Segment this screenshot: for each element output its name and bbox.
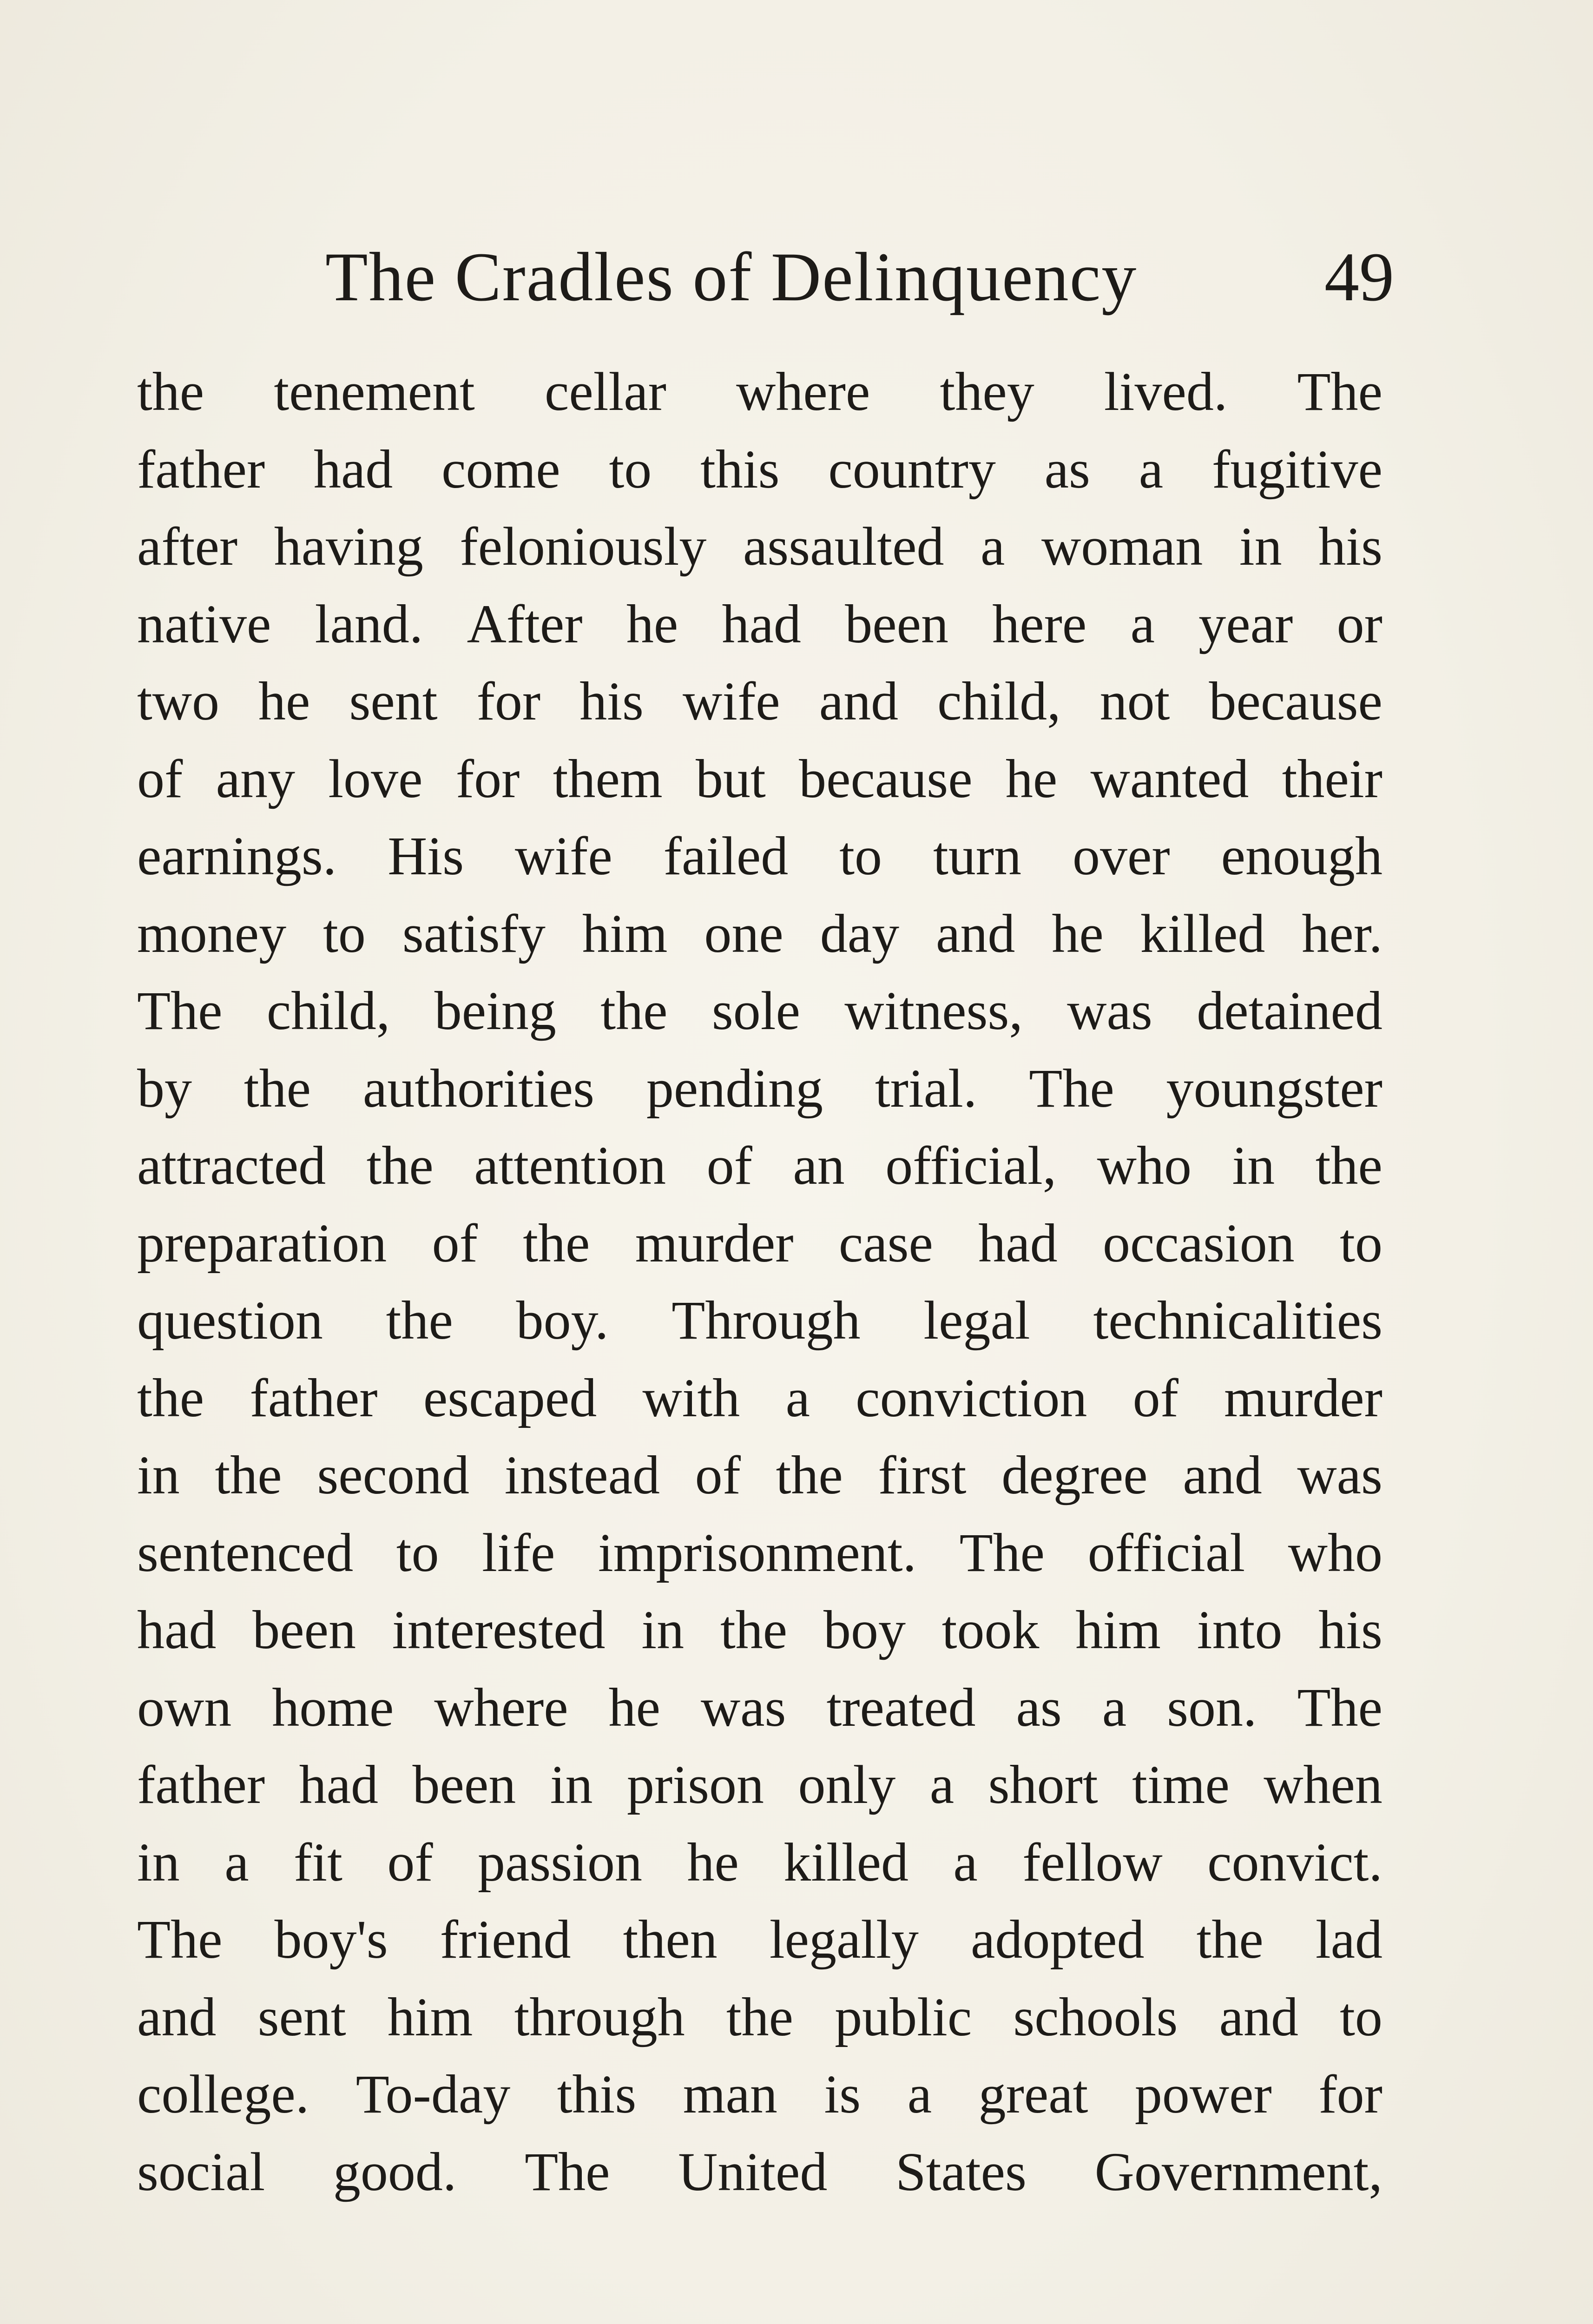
word: a [1102, 1677, 1127, 1738]
word: and [1219, 1986, 1298, 2047]
word: of [706, 1135, 752, 1196]
word: the [386, 1290, 453, 1351]
word: who [1288, 1522, 1382, 1583]
text-line [137, 1360, 1382, 1437]
word: country [828, 438, 996, 500]
word: father [137, 438, 265, 500]
word: and [1183, 1445, 1262, 1505]
word: a [929, 1754, 954, 1815]
word: official, [885, 1135, 1057, 1196]
word: technicalities [1093, 1290, 1382, 1351]
word: occasion [1102, 1212, 1295, 1274]
word: legally [769, 1909, 919, 1970]
word: because [799, 748, 973, 809]
word: was [1297, 1445, 1382, 1505]
word: good. [333, 2141, 457, 2202]
word: The [959, 1522, 1045, 1583]
word: the [776, 1445, 843, 1505]
word: land. [315, 593, 423, 654]
word: after [137, 516, 238, 577]
word: turn [933, 825, 1022, 886]
text-line [137, 2133, 1382, 2211]
word: and [819, 671, 899, 732]
word: sole [711, 980, 800, 1041]
text-line [137, 1127, 1382, 1205]
word: love [328, 748, 423, 809]
word: into [1197, 1599, 1283, 1660]
word: of [387, 1831, 433, 1893]
word: adopted [970, 1909, 1145, 1970]
word: had [299, 1754, 378, 1815]
text-line [137, 740, 1382, 818]
word: for [1318, 2064, 1382, 2125]
word: been [412, 1754, 516, 1815]
text-line [137, 1591, 1382, 1669]
text-line [137, 2056, 1382, 2133]
word: enough [1221, 825, 1382, 886]
word: a [1130, 593, 1155, 654]
word: killed [1140, 903, 1265, 964]
word: two [137, 671, 219, 732]
word: took [941, 1599, 1040, 1660]
text-line [137, 1205, 1382, 1282]
word: the [1315, 1135, 1382, 1196]
word: prison [626, 1754, 764, 1815]
word: not [1099, 671, 1170, 732]
word: States [895, 2141, 1027, 2202]
word: pending [646, 1057, 823, 1119]
word: as [1016, 1677, 1062, 1738]
word: been [252, 1599, 356, 1660]
word: sent [349, 671, 438, 732]
word: college. [137, 2064, 309, 2125]
word: a [785, 1367, 810, 1428]
word: he [1005, 748, 1058, 809]
word: question [137, 1290, 323, 1351]
text-line [137, 1437, 1382, 1514]
word: murder [1224, 1367, 1382, 1428]
word: had [137, 1599, 217, 1660]
word: him [387, 1986, 473, 2047]
word: a [981, 516, 1005, 577]
word: by [137, 1057, 192, 1119]
word: in [550, 1754, 593, 1815]
word: own [137, 1677, 232, 1738]
word: The [1297, 361, 1382, 422]
word: short [988, 1754, 1098, 1815]
word: who [1097, 1135, 1191, 1196]
word: The [137, 980, 223, 1041]
word: escaped [423, 1367, 597, 1428]
body-text [137, 353, 1382, 2211]
word: official [1087, 1522, 1245, 1583]
word: is [824, 2064, 861, 2125]
word: or [1336, 593, 1382, 654]
word: interested [392, 1599, 606, 1660]
word: father [137, 1754, 265, 1815]
word: he [626, 593, 678, 654]
word: had [722, 593, 801, 654]
word: a [907, 2064, 932, 2125]
word: he [687, 1831, 739, 1893]
word: his [1318, 516, 1382, 577]
word: to [396, 1522, 439, 1583]
word: child, [266, 980, 390, 1041]
word: authorities [362, 1057, 594, 1119]
word: assaulted [743, 516, 944, 577]
word: lived. [1104, 361, 1228, 422]
word: he [258, 671, 310, 732]
word: to [1340, 1212, 1382, 1274]
word: the [1196, 1909, 1264, 1970]
word: because [1209, 671, 1382, 732]
word: the [600, 980, 668, 1041]
word: to [1340, 1986, 1382, 2047]
word: the [366, 1135, 434, 1196]
word: this [557, 2064, 637, 2125]
word: when [1264, 1754, 1382, 1815]
word: schools [1013, 1986, 1178, 2047]
word: over [1072, 825, 1170, 886]
word: for [476, 671, 541, 732]
word: sent [257, 1986, 346, 2047]
word: their [1282, 748, 1382, 809]
word: an [793, 1135, 845, 1196]
word: for [455, 748, 520, 809]
word: boy's [274, 1909, 388, 1970]
word: degree [1001, 1445, 1148, 1505]
word: had [978, 1212, 1058, 1274]
word: to [323, 903, 366, 964]
word: fellow [1022, 1831, 1163, 1893]
word: boy [823, 1599, 906, 1660]
word: feloniously [460, 516, 707, 577]
word: man [683, 2064, 777, 2125]
text-line [137, 1669, 1382, 1747]
word: great [978, 2064, 1088, 2125]
text-line [137, 586, 1382, 663]
word: of [695, 1445, 741, 1505]
word: convict. [1207, 1831, 1382, 1893]
text-line [137, 353, 1382, 431]
word: To-day [355, 2064, 511, 2125]
word: had [313, 438, 393, 500]
word: as [1044, 438, 1090, 500]
text-line [137, 895, 1382, 973]
word: and [936, 903, 1015, 964]
word: Government, [1094, 2141, 1382, 2202]
word: woman [1041, 516, 1203, 577]
word: home [272, 1677, 394, 1738]
word: them [553, 748, 663, 809]
word: tenement [274, 361, 475, 422]
word: friend [440, 1909, 571, 1970]
text-line [137, 508, 1382, 586]
word: wife [515, 825, 612, 886]
word: boy. [516, 1290, 609, 1351]
page-number: 49 [1324, 238, 1394, 316]
word: treated [826, 1677, 976, 1738]
word: legal [923, 1290, 1030, 1351]
word: where [434, 1677, 568, 1738]
word: this [700, 438, 780, 500]
word: through [514, 1986, 685, 2047]
word: where [736, 361, 870, 422]
word: wife [683, 671, 780, 732]
word: witness, [844, 980, 1023, 1041]
text-line [137, 1746, 1382, 1824]
word: in [1232, 1135, 1275, 1196]
word: power [1134, 2064, 1272, 2125]
word: the [137, 1367, 204, 1428]
word: The [137, 1909, 223, 1970]
word: lad [1315, 1909, 1382, 1970]
word: the [215, 1445, 282, 1505]
word: in [641, 1599, 685, 1660]
word: come [441, 438, 560, 500]
word: the [720, 1599, 788, 1660]
word: sentenced [137, 1522, 354, 1583]
word: his [1318, 1599, 1382, 1660]
word: of [137, 748, 183, 809]
word: preparation [137, 1212, 387, 1274]
word: The [1029, 1057, 1114, 1119]
word: imprisonment. [598, 1522, 916, 1583]
word: with [642, 1367, 740, 1428]
word: but [696, 748, 766, 809]
text-line [137, 663, 1382, 740]
word: passion [478, 1831, 643, 1893]
word: in [1239, 516, 1282, 577]
word: United [678, 2141, 828, 2202]
word: a [224, 1831, 249, 1893]
word: time [1132, 1754, 1230, 1815]
word: The [525, 2141, 610, 2202]
word: failed [663, 825, 789, 886]
word: any [216, 748, 295, 809]
word: him [1075, 1599, 1161, 1660]
word: and [137, 1986, 217, 2047]
word: detained [1197, 980, 1382, 1041]
word: day [820, 903, 900, 964]
word: was [700, 1677, 786, 1738]
word: fugitive [1211, 438, 1382, 500]
word: wanted [1090, 748, 1249, 809]
word: having [274, 516, 423, 577]
word: fit [294, 1831, 342, 1893]
word: him [582, 903, 668, 964]
word: native [137, 593, 271, 654]
word: case [838, 1212, 933, 1274]
word: one [704, 903, 783, 964]
word: in [137, 1831, 180, 1893]
word: instead [504, 1445, 660, 1505]
word: her. [1302, 903, 1382, 964]
word: the [726, 1986, 794, 2047]
word: His [388, 825, 464, 886]
running-head [139, 237, 1394, 330]
text-line [137, 1979, 1382, 2056]
text-line [137, 1514, 1382, 1592]
word: then [623, 1909, 718, 1970]
word: here [992, 593, 1087, 654]
word: public [835, 1986, 972, 2047]
word: father [250, 1367, 378, 1428]
text-line [137, 1824, 1382, 1901]
text-line [137, 1282, 1382, 1360]
word: money [137, 903, 287, 964]
word: The [1297, 1677, 1382, 1738]
word: of [432, 1212, 478, 1274]
word: trial. [875, 1057, 977, 1119]
word: they [940, 361, 1034, 422]
word: cellar [544, 361, 666, 422]
word: in [137, 1445, 180, 1505]
word: killed [783, 1831, 908, 1893]
word: a [953, 1831, 978, 1893]
word: first [878, 1445, 967, 1505]
word: murder [635, 1212, 794, 1274]
word: attention [474, 1135, 666, 1196]
word: earnings. [137, 825, 337, 886]
word: his [579, 671, 644, 732]
word: the [244, 1057, 311, 1119]
word: son. [1167, 1677, 1257, 1738]
word: conviction [856, 1367, 1087, 1428]
word: was [1067, 980, 1152, 1041]
text-line [137, 1901, 1382, 1979]
word: second [317, 1445, 470, 1505]
word: to [609, 438, 652, 500]
word: child, [937, 671, 1061, 732]
word: the [523, 1212, 590, 1274]
word: he [608, 1677, 660, 1738]
word: social [137, 2141, 265, 2202]
word: being [434, 980, 556, 1041]
word: life [482, 1522, 555, 1583]
word: youngster [1166, 1057, 1382, 1119]
word: only [798, 1754, 896, 1815]
word: he [1052, 903, 1104, 964]
word: to [839, 825, 882, 886]
word: the [137, 361, 204, 422]
word: After [467, 593, 583, 654]
word: attracted [137, 1135, 326, 1196]
text-line [137, 818, 1382, 895]
word: satisfy [402, 903, 546, 964]
word: been [845, 593, 948, 654]
word: a [1139, 438, 1164, 500]
word: year [1198, 593, 1293, 654]
word: Through [671, 1290, 861, 1351]
word: of [1132, 1367, 1178, 1428]
running-title: The Cradles of Delinquency [325, 238, 1138, 316]
text-line [137, 972, 1382, 1050]
text-line [137, 431, 1382, 508]
text-line [137, 1050, 1382, 1128]
